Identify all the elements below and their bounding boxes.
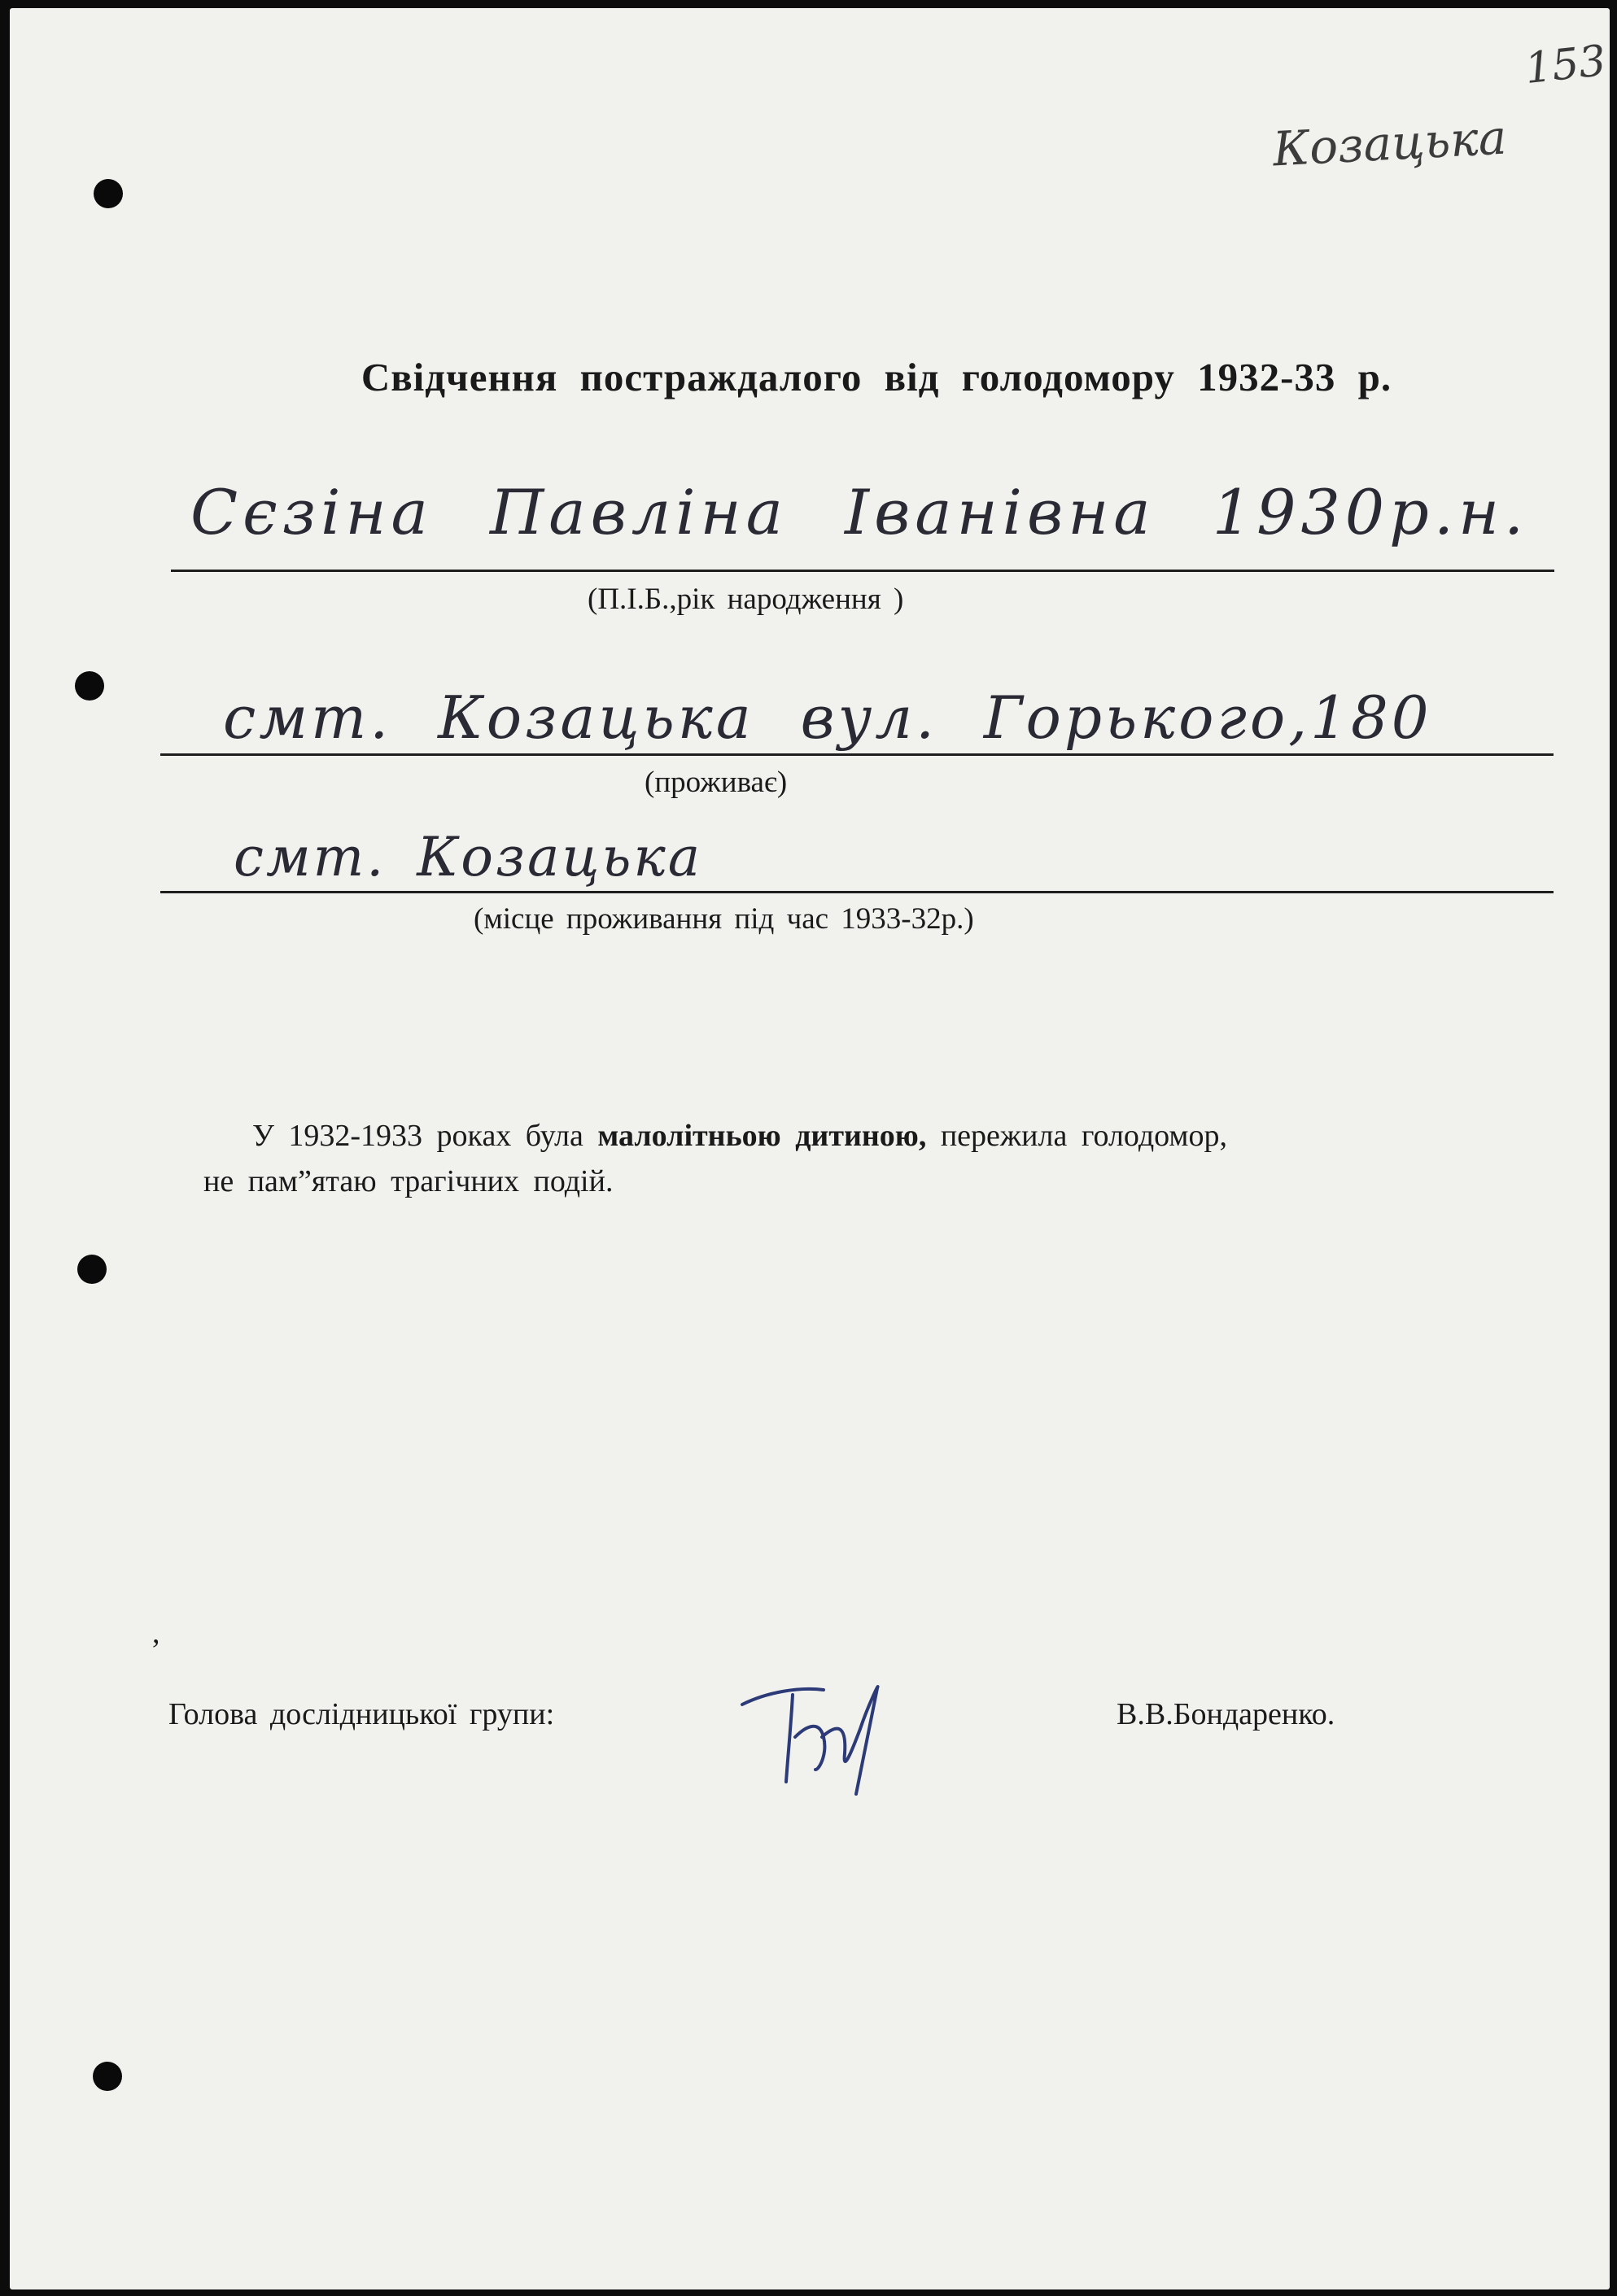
document-title: Свідчення постраждалого від голодомору 1932-33 р. <box>361 355 1392 399</box>
statement-paragraph <box>203 1113 1227 1204</box>
research-group-head-label: Голова дослідницької групи: <box>168 1697 555 1731</box>
archive-place-note: Козацька <box>1271 109 1508 177</box>
caption-famine-residence: (місце проживання під час 1933-32р.) <box>474 902 974 936</box>
handwritten-full-name: Сєзіна Павліна Іванівна 1930р.н. <box>190 476 1529 548</box>
handwritten-current-address: смт. Козацька вул. Горького,180 <box>223 683 1432 752</box>
punch-hole-1 <box>94 179 123 208</box>
punch-hole-3 <box>77 1255 107 1284</box>
statement-part-1: У 1932-1933 роках була <box>252 1119 598 1153</box>
punch-hole-4 <box>93 2062 122 2091</box>
field-line-address <box>160 753 1554 756</box>
handwritten-famine-residence: смт. Козацька <box>234 826 703 888</box>
signature-mark <box>718 1648 905 1810</box>
statement-line-1 <box>203 1113 1227 1159</box>
statement-emphasis: малолітньою дитиною, <box>597 1119 927 1153</box>
statement-part-2: пережила голодомор, <box>926 1119 1227 1153</box>
field-line-famine-residence <box>160 891 1554 893</box>
punch-hole-2 <box>75 671 104 701</box>
statement-line-2: не пам”ятаю трагічних подій. <box>203 1164 614 1198</box>
research-group-head-name: В.В.Бондаренко. <box>1117 1697 1335 1731</box>
stray-comma-mark: , <box>152 1616 160 1650</box>
archive-page-number: 153 <box>1523 36 1609 94</box>
paper-sheet <box>10 8 1610 2289</box>
field-line-name <box>171 570 1554 572</box>
caption-name: (П.І.Б.,рік народження ) <box>588 583 904 616</box>
caption-residence: (проживає) <box>645 766 788 799</box>
